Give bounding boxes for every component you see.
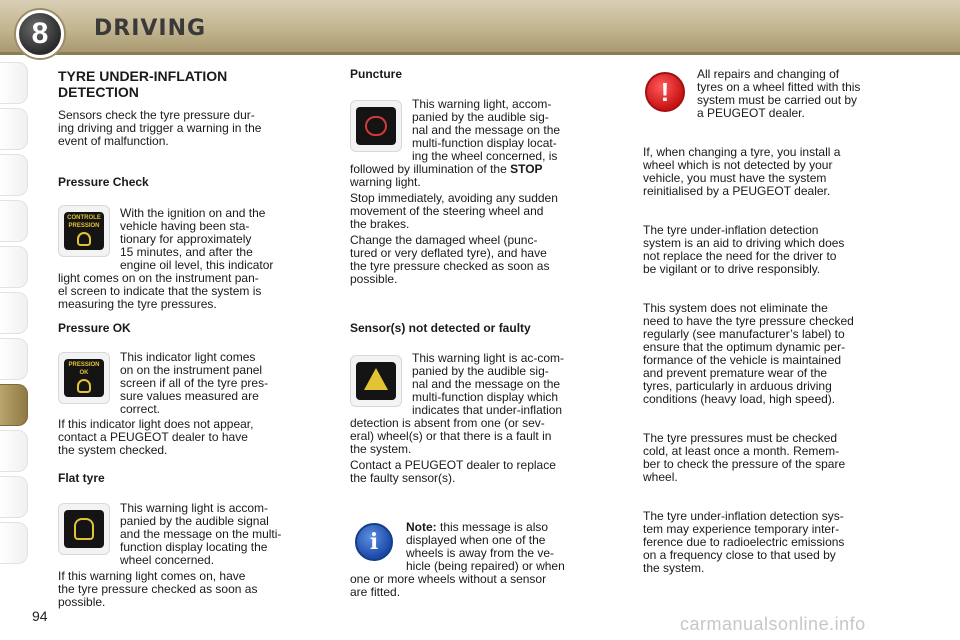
pressure-check-warning-icon: CONTROLE PRESSION — [58, 205, 110, 257]
chapter-tab[interactable] — [0, 476, 28, 518]
chapter-tabs — [0, 62, 30, 582]
watermark: carmanualsonline.info — [680, 614, 866, 634]
flat-tyre-warning-icon — [58, 503, 110, 555]
chapter-tab[interactable] — [0, 108, 28, 150]
flat-tyre-text: This warning light is accom- panied by the audible signal and the message on the multi- function display locating the wheel concerned. — [120, 501, 282, 567]
pressure-check-text: With the ignition on and the vehicle having been sta- tionary for approximately 15 minutes, and after the engine oil level, this indicator — [120, 206, 274, 272]
driving-aid-paragraph: The tyre under-inflation detection system is an aid to driving which does not replace the need for the driver to be vigilant or to drive responsibly. — [643, 223, 845, 276]
chapter-tab-active[interactable] — [0, 384, 28, 426]
pressure-ok-text-cont: If this indicator light does not appear, contact a PEUGEOT dealer to have the system checked. — [58, 417, 254, 457]
sensor-fault-warning-icon — [350, 355, 402, 407]
chapter-tab[interactable] — [0, 430, 28, 472]
sensor-fault-text: This warning light is ac-com- panied by the audible sig- nal and the message on the multi-function display which indicates that under-inflation — [412, 351, 565, 417]
chapter-tab[interactable] — [0, 522, 28, 564]
pressure-check-title: Pressure Check — [58, 175, 149, 189]
chapter-tab[interactable] — [0, 292, 28, 334]
intro-paragraph: Sensors check the tyre pressure dur- ing driving and trigger a warning in the event of malfunction. — [58, 108, 262, 148]
header-divider — [0, 52, 960, 55]
chapter-tab[interactable] — [0, 154, 28, 196]
flat-tyre-text-cont: If this warning light comes on, have the tyre pressure checked as soon as possible. — [58, 569, 258, 609]
pressure-check-text-cont: light comes on on the instrument pan- el screen to indicate that the system is measuring the tyre pressures. — [58, 271, 262, 311]
puncture-instructions: Stop immediately, avoiding any sudden movement of the steering wheel and the brakes. Change the damaged wheel (punc- tured or very deflated tyre), and have the tyre pressure checked as soon as possible. — [350, 191, 558, 286]
exclamation-warning-icon: ! — [645, 72, 685, 112]
pressure-ok-indicator-icon: PRESSION OK — [58, 352, 110, 404]
chapter-tab[interactable] — [0, 246, 28, 288]
chapter-tab[interactable] — [0, 62, 28, 104]
chapter-number-badge: 8 — [16, 10, 64, 58]
puncture-warning-icon — [350, 100, 402, 152]
sensor-fault-title: Sensor(s) not detected or faulty — [350, 321, 531, 335]
page-number: 94 — [32, 608, 48, 624]
chapter-tab[interactable] — [0, 338, 28, 380]
dealer-warning-text: All repairs and changing of tyres on a wheel fitted with this system must be carried out by a PEUGEOT dealer. — [697, 67, 861, 120]
pressure-ok-text: This indicator light comes on on the instrument panel screen if all of the tyre pres- sure values measured are correct. — [120, 350, 269, 416]
chapter-title: DRIVING — [94, 16, 207, 41]
puncture-text: This warning light, accom- panied by the audible sig- nal and the message on the multi-function display locat- ing the wheel concerned, is — [412, 97, 561, 163]
pressure-check-regularly-paragraph: This system does not eliminate the need to have the tyre pressure checked regularly (see manufacturer’s label) to ensure that the optimum dynamic per- formance of the vehicle is maintained and prevent premature wear of the tyres, particularly in arduous driving conditions (heavy load, high speed). — [643, 301, 854, 406]
sensor-fault-text-cont: detection is absent from one (or sev- eral) wheel(s) or that there is a fault in the system. Contact a PEUGEOT dealer to replace the faulty sensor(s). — [350, 416, 556, 485]
pressure-ok-title: Pressure OK — [58, 321, 131, 335]
puncture-title: Puncture — [350, 67, 403, 81]
puncture-stop-text: followed by illumination of the STOP warning light. — [350, 162, 543, 189]
chapter-tab[interactable] — [0, 200, 28, 242]
note-text: Note: this message is also displayed when one of the wheels is away from the ve- hicle (being repaired) or when — [406, 520, 565, 573]
section-heading: TYRE UNDER-INFLATION DETECTION — [58, 68, 228, 100]
cold-check-paragraph: The tyre pressures must be checked cold, at least once a month. Remem- ber to check the pressure of the spare wheel. — [643, 431, 846, 484]
reinitialise-paragraph: If, when changing a tyre, you install a wheel which is not detected by your vehicle, you must have the system reinitialised by a PEUGEOT dealer. — [643, 145, 841, 198]
info-icon: i — [355, 523, 393, 561]
flat-tyre-title: Flat tyre — [58, 471, 105, 485]
interference-paragraph: The tyre under-inflation detection sys- tem may experience temporary inter- ference due to radioelectric emissions on a frequency close to that used by the system. — [643, 509, 845, 575]
note-text-cont: one or more wheels without a sensor are fitted. — [350, 572, 547, 599]
